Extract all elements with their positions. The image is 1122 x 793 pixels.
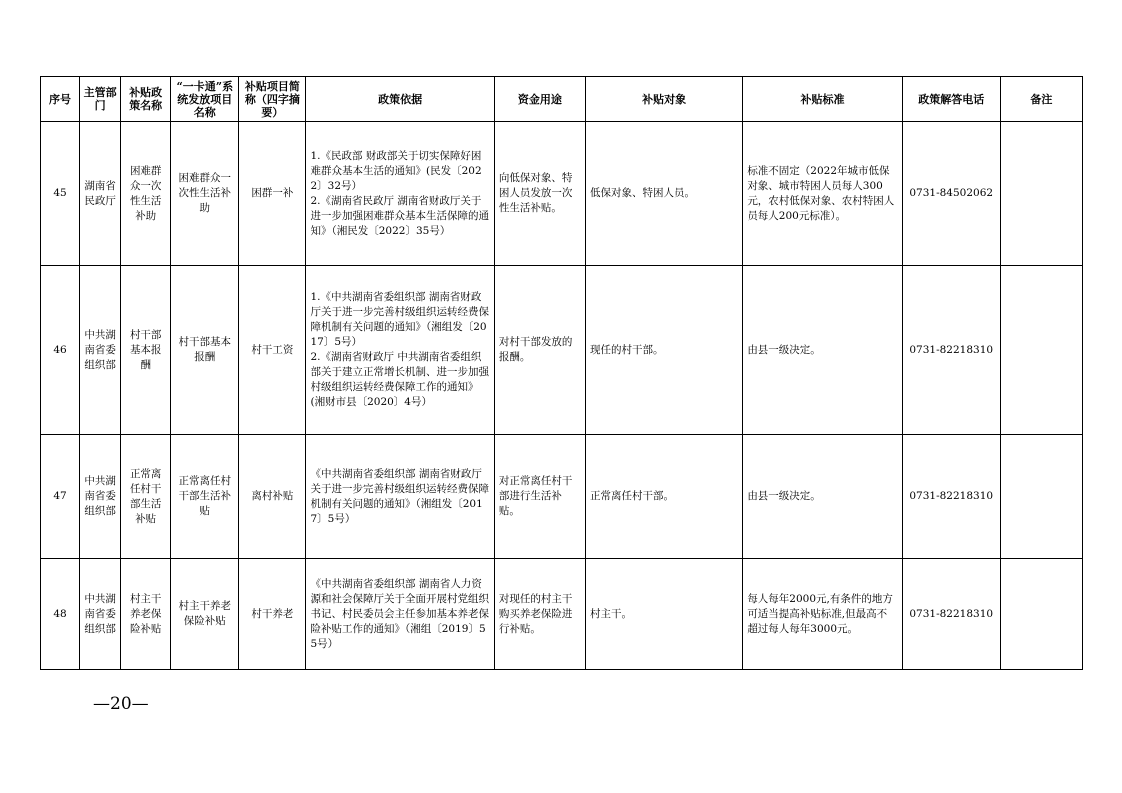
cell-system-name: 困难群众一次性生活补助 <box>171 122 239 266</box>
cell-system-name: 村干部基本报酬 <box>171 266 239 435</box>
cell-phone: 0731-82218310 <box>902 559 1000 670</box>
cell-standard: 由县一级决定。 <box>743 266 902 435</box>
page-number: —20— <box>93 694 149 714</box>
header-dept: 主管部门 <box>80 77 121 122</box>
cell-short-name: 困群一补 <box>239 122 306 266</box>
cell-target: 低保对象、特困人员。 <box>586 122 743 266</box>
cell-phone: 0731-82218310 <box>902 266 1000 435</box>
policy-table <box>40 76 1083 670</box>
cell-short-name: 村干养老 <box>239 559 306 670</box>
header-no: 序号 <box>41 77 80 122</box>
header-basis: 政策依据 <box>306 77 494 122</box>
cell-dept: 中共湖南省委组织部 <box>80 435 121 559</box>
cell-target: 现任的村干部。 <box>586 266 743 435</box>
cell-policy-name: 村干部基本报酬 <box>121 266 171 435</box>
header-phone: 政策解答电话 <box>902 77 1000 122</box>
cell-basis: 1.《民政部 财政部关于切实保障好困难群众基本生活的通知》(民发〔2022〕32号） 2.《湖南省民政厅 湖南省财政厅关于进一步加强困难群众基本生活保障的通知》（湘民发〔2022〕35号） <box>306 122 494 266</box>
cell-basis: 《中共湖南省委组织部 湖南省人力资源和社会保障厅关于全面开展村党组织书记、村民委员会主任参加基本养老保险补贴工作的通知》（湘组〔2019〕55号） <box>306 559 494 670</box>
table-row <box>41 435 1083 559</box>
cell-system-name: 村主干养老保险补贴 <box>171 559 239 670</box>
header-standard: 补贴标准 <box>743 77 902 122</box>
header-policy-name: 补贴政策名称 <box>121 77 171 122</box>
cell-basis: 《中共湖南省委组织部 湖南省财政厅关于进一步完善村级组织运转经费保障机制有关问题的通知》（湘组发〔2017〕5号） <box>306 435 494 559</box>
cell-no: 46 <box>41 266 80 435</box>
header-target: 补贴对象 <box>586 77 743 122</box>
cell-remark <box>1000 435 1082 559</box>
cell-policy-name: 困难群众一次性生活补助 <box>121 122 171 266</box>
table-row <box>41 122 1083 266</box>
cell-policy-name: 正常离任村干部生活补贴 <box>121 435 171 559</box>
cell-policy-name: 村主干养老保险补贴 <box>121 559 171 670</box>
cell-use: 对现任的村主干购买养老保险进行补贴。 <box>494 559 585 670</box>
cell-dept: 湖南省民政厅 <box>80 122 121 266</box>
table-row <box>41 266 1083 435</box>
table-row <box>41 559 1083 670</box>
cell-short-name: 离村补贴 <box>239 435 306 559</box>
cell-no: 48 <box>41 559 80 670</box>
cell-short-name: 村干工资 <box>239 266 306 435</box>
cell-remark <box>1000 559 1082 670</box>
cell-remark <box>1000 266 1082 435</box>
cell-system-name: 正常离任村干部生活补贴 <box>171 435 239 559</box>
cell-no: 45 <box>41 122 80 266</box>
header-remark: 备注 <box>1000 77 1082 122</box>
cell-basis: 1.《中共湖南省委组织部 湖南省财政厅关于进一步完善村级组织运转经费保障机制有关问题的通知》（湘组发〔2017〕5号） 2.《湖南省财政厅 中共湖南省委组织部关于建立正常增长机制、进一步加强村级组织运转经费保障工作的通知》(湘财市县〔2020〕4号） <box>306 266 494 435</box>
cell-dept: 中共湖南省委组织部 <box>80 559 121 670</box>
table-header-row <box>41 77 1083 122</box>
cell-use: 对村干部发放的报酬。 <box>494 266 585 435</box>
cell-standard: 标准不固定（2022年城市低保对象、城市特困人员每人300元，农村低保对象、农村特困人员每人200元标准）。 <box>743 122 902 266</box>
cell-no: 47 <box>41 435 80 559</box>
cell-standard: 由县一级决定。 <box>743 435 902 559</box>
cell-use: 对正常离任村干部进行生活补贴。 <box>494 435 585 559</box>
cell-target: 正常离任村干部。 <box>586 435 743 559</box>
header-use: 资金用途 <box>494 77 585 122</box>
header-short-name: 补贴项目简称（四字摘要） <box>239 77 306 122</box>
cell-dept: 中共湖南省委组织部 <box>80 266 121 435</box>
cell-phone: 0731-84502062 <box>902 122 1000 266</box>
cell-standard: 每人每年2000元,有条件的地方可适当提高补贴标准,但最高不超过每人每年3000元。 <box>743 559 902 670</box>
header-system-name: “一卡通”系统发放项目名称 <box>171 77 239 122</box>
cell-phone: 0731-82218310 <box>902 435 1000 559</box>
cell-remark <box>1000 122 1082 266</box>
cell-use: 向低保对象、特困人员发放一次性生活补贴。 <box>494 122 585 266</box>
cell-target: 村主干。 <box>586 559 743 670</box>
